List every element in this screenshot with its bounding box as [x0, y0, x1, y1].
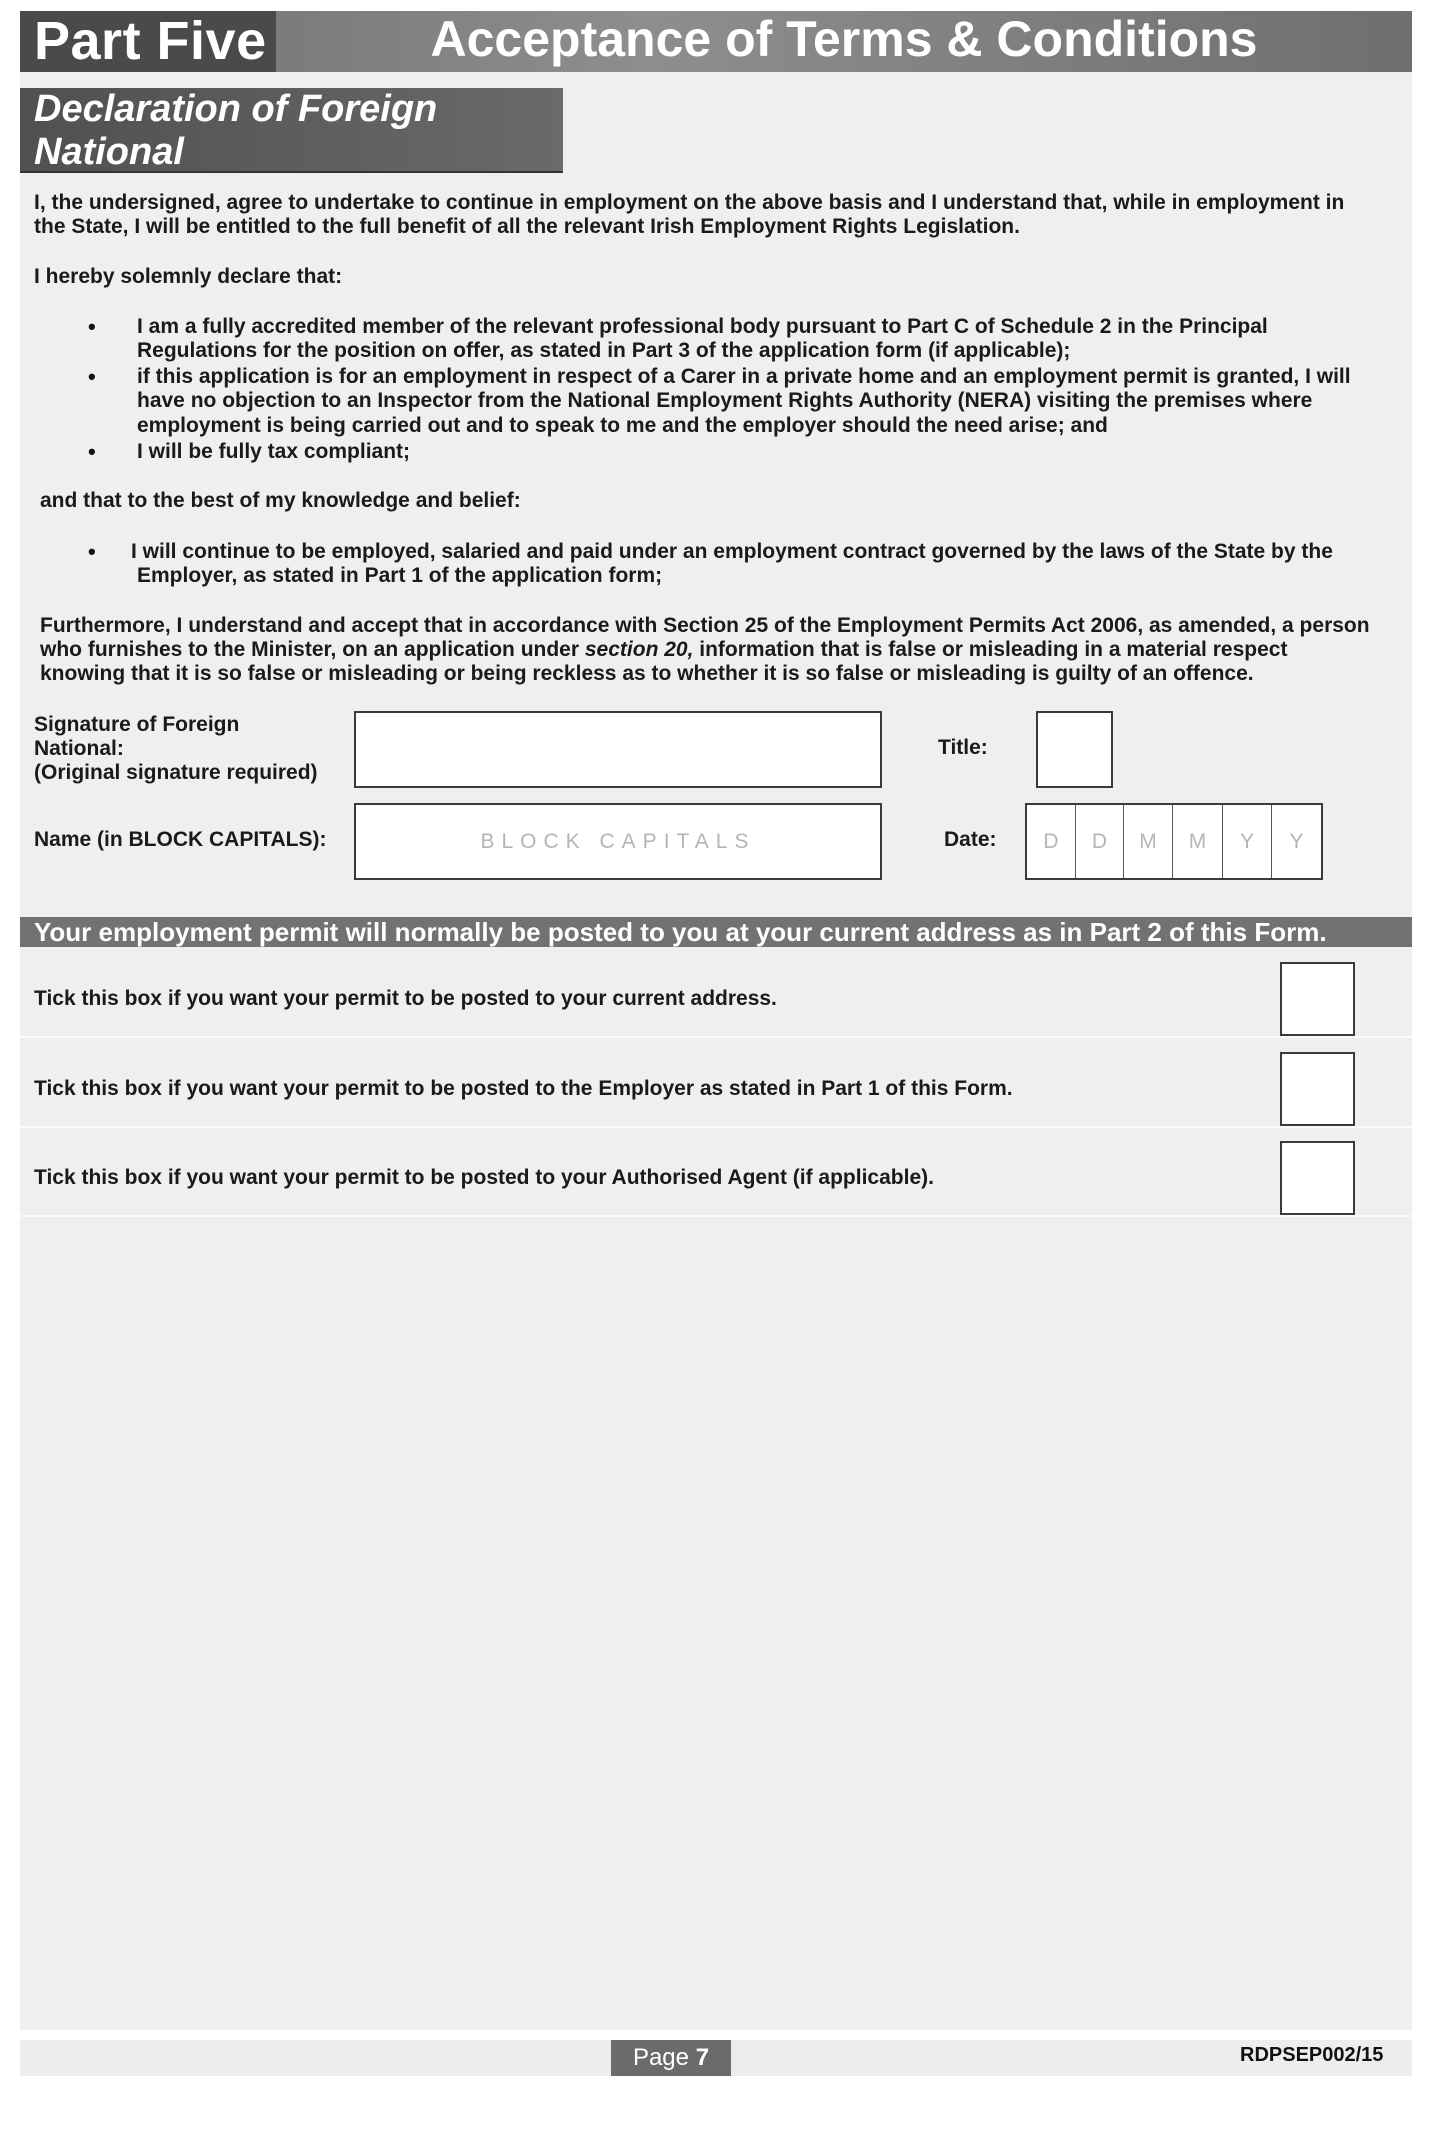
- row-divider: [20, 1126, 1412, 1128]
- signature-label-3: (Original signature required): [34, 761, 318, 784]
- bullet-2-line-2: have no objection to an Inspector from the National Employment Rights Authority (NERA) visiting the premises where: [137, 389, 1313, 412]
- posting-option-current-address: Tick this box if you want your permit to be posted to your current address.: [34, 987, 777, 1010]
- title-label: Title:: [938, 736, 988, 759]
- furthermore-line-2-b: information that is false or misleading in a material respect: [693, 638, 1288, 661]
- bullet-3-line-1: I will be fully tax compliant;: [137, 440, 411, 463]
- signature-field[interactable]: [354, 711, 882, 788]
- signature-label-1: Signature of Foreign: [34, 713, 240, 736]
- knowledge-belief: and that to the best of my knowledge and belief:: [40, 489, 521, 512]
- section-20-ref: section 20,: [584, 638, 694, 661]
- section-heading: [20, 88, 563, 173]
- furthermore-line-1: Furthermore, I understand and accept that in accordance with Section 25 of the Employment Permits Act 2006, as amended, a person: [40, 614, 1370, 637]
- date-cell-day-2[interactable]: D: [1076, 805, 1124, 878]
- name-placeholder: BLOCK CAPITALS: [480, 830, 756, 853]
- bullet-icon: •: [88, 539, 96, 564]
- row-divider: [20, 1036, 1412, 1038]
- page-number-box: [611, 2040, 731, 2076]
- page-word: Page: [632, 2044, 690, 2071]
- bullet-4-line-2: Employer, as stated in Part 1 of the application form;: [137, 564, 663, 587]
- date-label: Date:: [944, 828, 997, 851]
- tick-box-agent[interactable]: [1280, 1141, 1355, 1215]
- intro-line-2: the State, I will be entitled to the full benefit of all the relevant Irish Employment Rights Legislation.: [34, 215, 1020, 238]
- intro-line-1: I, the undersigned, agree to undertake to continue in employment on the above basis and I understand that, while in employment in: [34, 191, 1345, 214]
- posting-option-agent: Tick this box if you want your permit to be posted to your Authorised Agent (if applicable).: [34, 1166, 934, 1189]
- title-field[interactable]: [1036, 711, 1113, 788]
- bullet-2-line-3: employment is being carried out and to speak to me and the employer should the need arise; and: [137, 414, 1108, 437]
- bullet-icon: •: [88, 364, 96, 389]
- solemn-declare: I hereby solemnly declare that:: [34, 265, 343, 288]
- name-label: Name (in BLOCK CAPITALS):: [34, 828, 327, 851]
- date-cell-month-2[interactable]: M: [1173, 805, 1223, 878]
- bullet-1-line-2: Regulations for the position on offer, as stated in Part 3 of the application form (if applicable);: [137, 339, 1071, 362]
- bullet-icon: •: [88, 439, 96, 464]
- tick-box-current-address[interactable]: [1280, 962, 1355, 1036]
- date-field[interactable]: [1025, 803, 1323, 880]
- date-cell-month-1[interactable]: M: [1124, 805, 1173, 878]
- date-cell-day-1[interactable]: D: [1027, 805, 1076, 878]
- furthermore-line-2-a: who furnishes to the Minister, on an application under: [40, 638, 585, 661]
- bullet-icon: •: [88, 314, 96, 339]
- posting-banner: Your employment permit will normally be posted to you at your current address as in Part 2 of this Form.: [20, 917, 1412, 947]
- row-divider: [20, 1215, 1412, 1217]
- part-label: Part Five: [20, 11, 276, 72]
- furthermore-line-2: [40, 638, 1287, 663]
- date-cell-year-2[interactable]: Y: [1289, 830, 1304, 853]
- date-cell-year-1[interactable]: Y: [1223, 805, 1272, 878]
- bullet-2-line-1: if this application is for an employment in respect of a Carer in a private home and an employment permit is granted, I will: [137, 365, 1351, 388]
- page-title: Acceptance of Terms & Conditions: [430, 11, 1258, 67]
- bullet-4-line-1: I will continue to be employed, salaried and paid under an employment contract governed by the laws of the State by the: [131, 540, 1333, 563]
- furthermore-line-3: knowing that it is so false or misleading or being reckless as to whether it is so false or misleading is guilty of an offence.: [40, 662, 1254, 685]
- section-heading-line1: Declaration of Foreign: [34, 88, 438, 130]
- page-number: 7: [695, 2044, 710, 2071]
- bullet-1-line-1: I am a fully accredited member of the relevant professional body pursuant to Part C of Schedule 2 in the Principal: [137, 315, 1268, 338]
- name-field[interactable]: [354, 803, 882, 880]
- signature-label-2: National:: [34, 737, 124, 760]
- tick-box-employer[interactable]: [1280, 1052, 1355, 1126]
- form-code: RDPSEP002/15: [1240, 2044, 1384, 2066]
- section-heading-line2: National: [34, 131, 184, 173]
- posting-option-employer: Tick this box if you want your permit to be posted to the Employer as stated in Part 1 of this Form.: [34, 1077, 1013, 1100]
